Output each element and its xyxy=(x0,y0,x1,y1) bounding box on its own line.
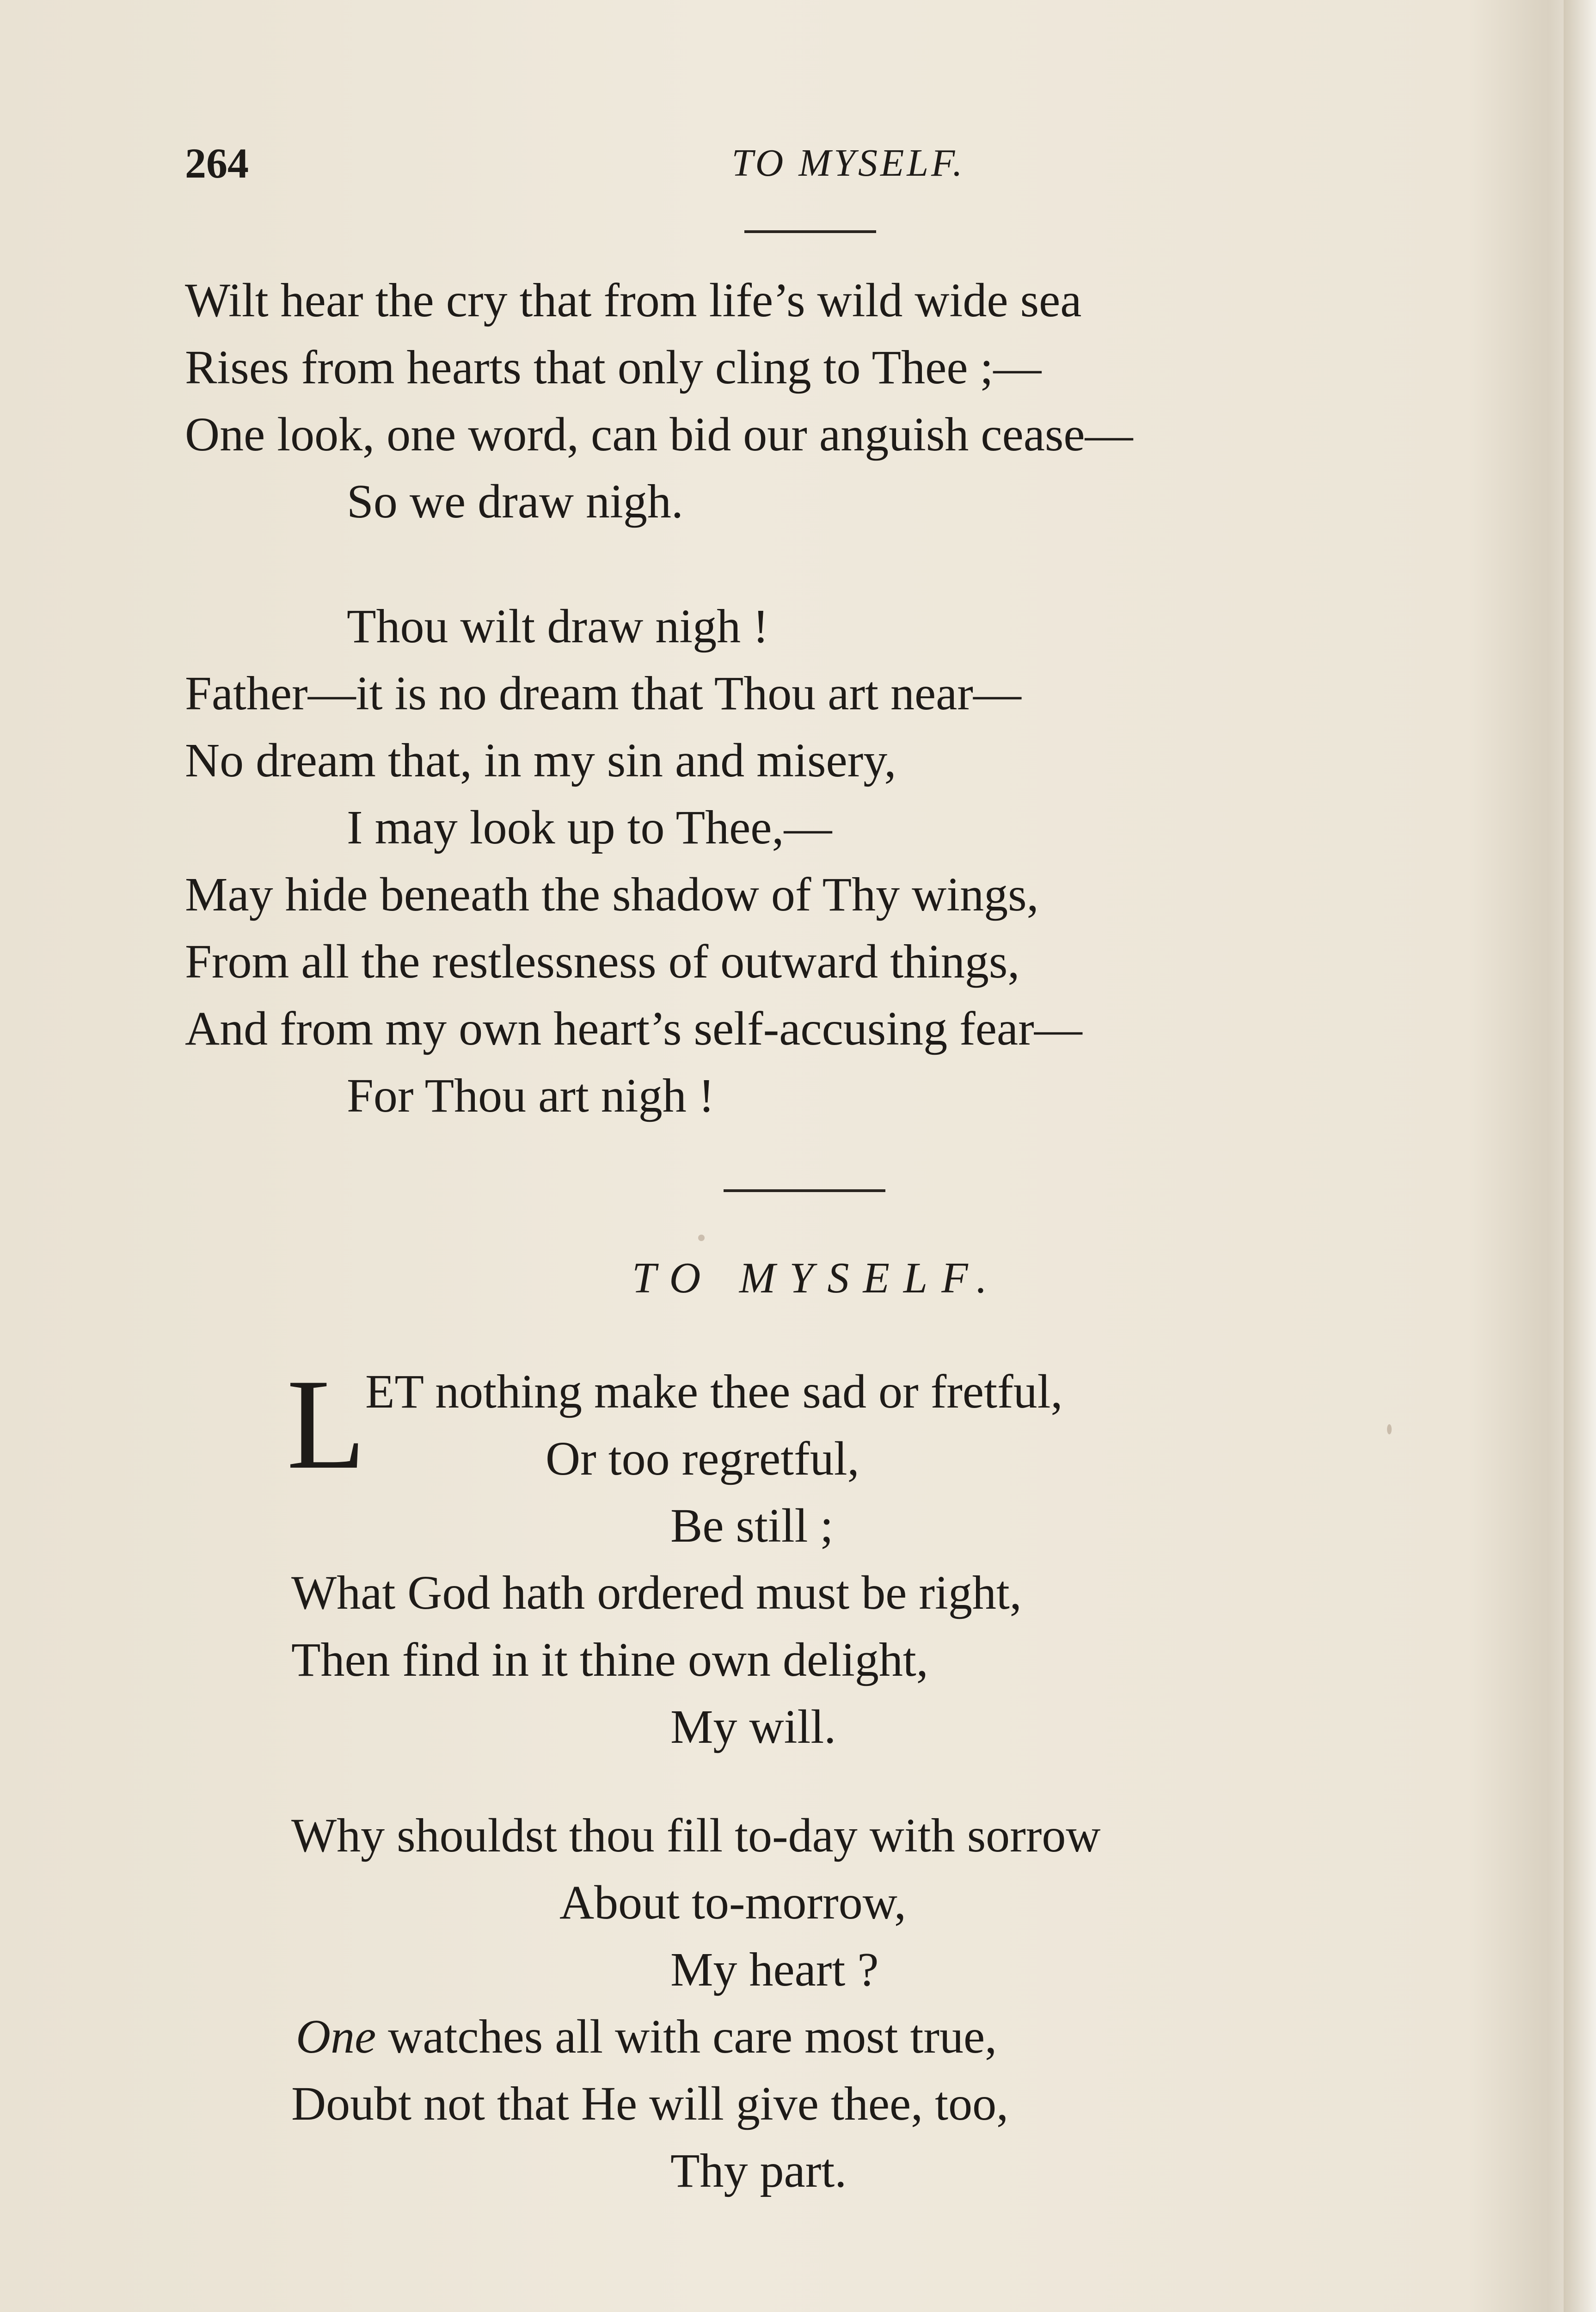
header-rule xyxy=(744,230,876,233)
italic-word: One xyxy=(296,2010,376,2063)
ink-speck xyxy=(1387,1424,1392,1434)
poem-line: I may look up to Thee,— xyxy=(347,801,832,854)
poem-title: TO MYSELF. xyxy=(632,1254,1001,1302)
poem-line: Then find in it thine own delight, xyxy=(291,1633,928,1686)
poem-line: Be still ; xyxy=(670,1499,834,1552)
poem-line: Rises from hearts that only cling to Thee ;— xyxy=(185,341,1042,394)
poem-line: Thy part. xyxy=(670,2144,847,2197)
poem-line: One look, one word, can bid our anguish cease— xyxy=(185,408,1133,461)
poem-line: May hide beneath the shadow of Thy wings, xyxy=(185,868,1039,921)
page-edge xyxy=(1564,0,1596,2312)
ink-speck xyxy=(698,1235,705,1241)
drop-cap: L xyxy=(287,1352,366,1496)
poem-line: And from my own heart’s self-accusing fear— xyxy=(185,1002,1082,1055)
poem-line: My heart ? xyxy=(670,1943,879,1996)
poem-line xyxy=(296,2007,997,2067)
poem-line: What God hath ordered must be right, xyxy=(291,1566,1022,1619)
line-text: watches all with care most true, xyxy=(376,2010,997,2063)
page-number: 264 xyxy=(185,140,249,187)
poem-line: For Thou art nigh ! xyxy=(347,1069,715,1122)
poem-line: Why shouldst thou fill to-day with sorrow xyxy=(291,1809,1101,1862)
poem-line: So we draw nigh. xyxy=(347,475,683,528)
section-rule xyxy=(724,1189,885,1192)
page-header xyxy=(185,134,1424,190)
poem-line: Thou wilt draw nigh ! xyxy=(347,600,769,653)
running-title: TO MYSELF. xyxy=(731,141,965,184)
poem-line: My will. xyxy=(670,1700,836,1753)
poem-line: From all the restlessness of outward things, xyxy=(185,935,1020,988)
poem-line: Or too regretful, xyxy=(546,1432,859,1485)
poem-line: Wilt hear the cry that from life’s wild wide sea xyxy=(185,274,1082,327)
poem-line: Father—it is no dream that Thou art near— xyxy=(185,667,1021,720)
poem-line: Doubt not that He will give thee, too, xyxy=(291,2077,1009,2130)
poem-line: No dream that, in my sin and misery, xyxy=(185,734,896,787)
poem-line: About to-morrow, xyxy=(559,1876,907,1929)
poem-line: ET nothing make thee sad or fretful, xyxy=(365,1365,1063,1418)
